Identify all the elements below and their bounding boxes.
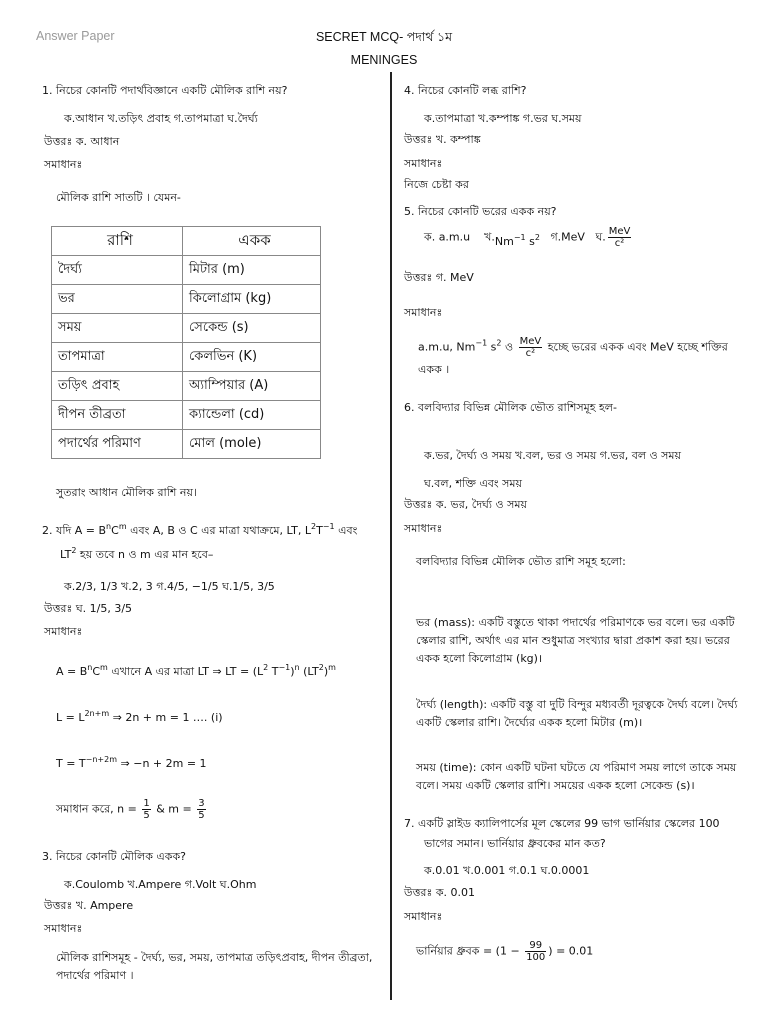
- q5-options: [424, 226, 633, 249]
- q3-answer: উত্তরঃ খ. Ampere: [44, 899, 134, 912]
- table-cell: অ্যাম্পিয়ার (A): [183, 372, 321, 401]
- q5-answer: উত্তরঃ গ. MeV: [404, 271, 474, 284]
- eq-text: ভার্নিয়ার ধ্রুবক = (1 −: [416, 944, 524, 958]
- q2-line1: [42, 522, 357, 541]
- option-c: গ.MeV: [550, 230, 585, 244]
- eq-text: ) = 0.01: [548, 944, 594, 958]
- fraction-den: 100: [526, 952, 546, 963]
- table-cell: সময়: [52, 314, 183, 343]
- eq-exp: n: [294, 663, 300, 672]
- table-cell: পদার্থের পরিমাণ: [52, 430, 183, 459]
- q2-text: এবং: [334, 524, 358, 537]
- table-header-row: [52, 227, 321, 256]
- table-cell: কিলোগ্রাম (kg): [183, 285, 321, 314]
- sol-text: a.m.u, Nm: [418, 340, 476, 354]
- fraction-num: 3: [198, 798, 205, 809]
- q6-options-2: ঘ.বল, শক্তি এবং সময়: [424, 477, 523, 490]
- table-cell: কেলভিন (K): [183, 343, 321, 372]
- q2-answer: উত্তরঃ ঘ. 1/5, 3/5: [44, 602, 133, 615]
- q1-question: 1. নিচের কোনটি পদার্থবিজ্ঞানে একটি মৌলিক রাশি নয়?: [42, 84, 288, 97]
- page-title: SECRET MCQ- পদার্থ ১ম: [315, 30, 453, 44]
- q6-time: সময় (time): কোন একটি ঘটনা ঘটতে যে পরিমাণ সময় লাগে তাকে সময় বলে। সময় একটি স্কেলার রাশি। সময়ের একক হলো সেকেন্ড (s)।: [416, 761, 737, 792]
- q3-solution: মৌলিক রাশিসমূহ - দৈর্ঘ্য, ভর, সময়, তাপমাত্র তড়িৎপ্রবাহ, দীপন তীব্রতা, পদার্থের পরিমাণ ।: [56, 951, 373, 982]
- table-row: [52, 343, 321, 372]
- eq-exp: 2n+m: [84, 709, 110, 718]
- table-header-quantity: রাশি: [52, 227, 183, 256]
- table-row: [52, 372, 321, 401]
- q7-options: ক.0.01 খ.0.001 গ.0.1 ঘ.0.0001: [424, 864, 590, 877]
- q7-line1: 7. একটি স্লাইড ক্যালিপার্সের মূল স্কেলের 99 ভাগ ভার্নিয়ার স্কেলের 100: [404, 817, 720, 830]
- q6-mass: ভর (mass): একটি বস্তুতে থাকা পদার্থের পরিমাণকে ভর বলে। ভর একটি স্কেলার রাশি, অর্থাৎ এর মান শুধুমাত্র সংখ্যার দ্বারা প্রকাশ করা হয়। ভরের একক হলো কিলোগ্রাম (kg)।: [416, 616, 735, 665]
- q3-options: ক.Coulomb খ.Ampere গ.Volt ঘ.Ohm: [64, 878, 257, 891]
- eq-text: T = T: [56, 757, 86, 770]
- eq-text: & m =: [152, 802, 196, 816]
- q7-solution-label: সমাধানঃ: [404, 910, 443, 923]
- sol-text: ও: [501, 340, 517, 354]
- q2-exp: m: [118, 522, 127, 531]
- fraction-num: 1: [143, 798, 150, 809]
- option-b-unit: [494, 232, 540, 248]
- q2-text: C: [111, 524, 119, 537]
- q7-answer: উত্তরঃ ক. 0.01: [404, 886, 476, 899]
- sol-text: s: [487, 340, 497, 354]
- unit-text: Nm: [494, 234, 514, 248]
- fraction: [197, 798, 205, 821]
- table-row: [52, 285, 321, 314]
- table-cell: ক্যান্ডেলা (cd): [183, 401, 321, 430]
- q7-line2: ভাগের সমান। ভার্নিয়ার ধ্রুবকের মান কত?: [424, 837, 606, 850]
- q1-conclusion: সুতরাং আধান মৌলিক রাশি নয়।: [56, 486, 197, 499]
- q1-intro: মৌলিক রাশি সাতটি । যেমন-: [56, 191, 181, 204]
- q2-exp: 2: [310, 522, 317, 531]
- fraction-den: 5: [143, 810, 150, 821]
- q7-equation: [416, 940, 593, 963]
- q2-equation-1: [56, 663, 336, 682]
- q6-length: দৈর্ঘ্য (length): একটি বস্তু বা দুটি বিন্দুর মধ্যবর্তী দূরত্বকে দৈর্ঘ্য বলে। দৈর্ঘ্য একটি স্কেলার রাশি। দৈর্ঘ্যের একক হলো মিটার (m)।: [416, 698, 738, 729]
- unit-text: s: [529, 234, 535, 248]
- q4-question: 4. নিচের কোনটি লব্ধ রাশি?: [404, 84, 527, 97]
- fraction: [525, 940, 546, 963]
- column-divider: [390, 72, 392, 1000]
- q6-intro: বলবিদ্যার বিভিন্ন মৌলিক ভৌত রাশি সমূহ হলো:: [416, 555, 626, 568]
- sol-exp: −1: [475, 338, 488, 348]
- option-d: ঘ.: [595, 230, 606, 244]
- eq-text: সমাধান করে, n =: [56, 802, 141, 816]
- table-cell: তড়িৎ প্রবাহ: [52, 372, 183, 401]
- table-cell: দৈর্ঘ্য: [52, 256, 183, 285]
- eq-text: ⇒ −n + 2m = 1: [117, 757, 207, 770]
- q2-exp: 2: [71, 546, 77, 555]
- q2-text: T: [316, 524, 323, 537]
- q5-solution-cont: একক ।: [418, 363, 450, 376]
- eq-exp: m: [100, 663, 108, 672]
- eq-exp: n: [87, 663, 93, 672]
- q5-solution-label: সমাধানঃ: [404, 306, 443, 319]
- eq-text: ⇒ 2n + m = 1 …. (i): [109, 711, 223, 724]
- option-b: খ.: [484, 230, 495, 244]
- q3-question: 3. নিচের কোনটি মৌলিক একক?: [42, 850, 187, 863]
- q2-text: 2. যদি A = B: [42, 524, 107, 537]
- q4-solution: নিজে চেষ্টা কর: [404, 178, 469, 191]
- eq-exp: −n+2m: [85, 755, 118, 764]
- q3-solution-label: সমাধানঃ: [44, 922, 83, 935]
- eq-text: C: [92, 665, 101, 678]
- table-row: [52, 401, 321, 430]
- q2-text: এবং A, B ও C এর মাত্রা যথাক্রমে, LT, L: [126, 524, 311, 537]
- q6-question: 6. বলবিদ্যার বিভিন্ন মৌলিক ভৌত রাশিসমূহ হল-: [404, 401, 617, 414]
- q1-solution-label: সমাধানঃ: [44, 158, 83, 171]
- q6-solution-label: সমাধানঃ: [404, 522, 443, 535]
- q2-options: ক.2/3, 1/3 খ.2, 3 গ.4/5, −1/5 ঘ.1/5, 3/5: [64, 580, 275, 593]
- fraction-den: c²: [525, 348, 536, 359]
- table-cell: ভর: [52, 285, 183, 314]
- q2-line2: [60, 546, 213, 565]
- q4-options: ক.তাপমাত্রা খ.কম্পাঙ্ক গ.ভর ঘ.সময়: [424, 112, 582, 125]
- fraction: [519, 336, 543, 359]
- fraction-num: MeV: [519, 336, 542, 347]
- table-cell: তাপমাত্রা: [52, 343, 183, 372]
- table-cell: সেকেন্ড (s): [183, 314, 321, 343]
- q2-solution-label: সমাধানঃ: [44, 625, 83, 638]
- unit-exp: −1: [513, 232, 526, 242]
- sol-text: হচ্ছে ভরের একক এবং MeV হচ্ছে শক্তির: [544, 340, 728, 354]
- q2-exp: −1: [322, 522, 335, 531]
- eq-text: এখানে A এর মাত্রা LT ⇒ LT = (L: [107, 665, 264, 678]
- table-row: [52, 256, 321, 285]
- fraction-num: MeV: [608, 226, 631, 237]
- eq-text: T: [268, 665, 279, 678]
- eq-exp: −1: [278, 663, 291, 672]
- page-subtitle: MENINGES: [350, 53, 418, 67]
- q1-answer: উত্তরঃ ক. আধান: [44, 135, 120, 148]
- eq-text: ): [290, 665, 295, 678]
- q5-solution: [418, 336, 728, 359]
- q2-equation-3: [56, 757, 207, 770]
- q1-options: ক.আধান খ.তড়িৎ প্রবাহ গ.তাপমাত্রা ঘ.দৈর্ঘ্য: [64, 112, 258, 125]
- eq-text: A = B: [56, 665, 88, 678]
- q6-options-1: ক.ভর, দৈর্ঘ্য ও সময় খ.বল, ভর ও সময় গ.ভর, বল ও সময়: [424, 449, 682, 462]
- unit-exp: 2: [534, 232, 540, 242]
- fundamental-quantities-table: [51, 226, 321, 459]
- q4-answer: উত্তরঃ খ. কম্পাঙ্ক: [404, 133, 481, 146]
- eq-exp: m: [328, 663, 336, 672]
- answer-paper-label: Answer Paper: [36, 29, 115, 43]
- table-cell: মোল (mole): [183, 430, 321, 459]
- eq-exp: 2: [263, 663, 269, 672]
- q2-equation-2: [56, 711, 223, 724]
- fraction: [608, 226, 632, 249]
- table-row: [52, 314, 321, 343]
- fraction-den: 5: [198, 810, 205, 821]
- fraction: [142, 798, 150, 821]
- fraction-num: 99: [525, 940, 546, 952]
- eq-text: (LT: [299, 665, 319, 678]
- table-cell: মিটার (m): [183, 256, 321, 285]
- sol-exp: 2: [496, 338, 502, 348]
- eq-text: L = L: [56, 711, 85, 724]
- q5-question: 5. নিচের কোনটি ভরের একক নয়?: [404, 205, 557, 218]
- fraction-den: c²: [614, 238, 625, 249]
- q4-solution-label: সমাধানঃ: [404, 157, 443, 170]
- option-a: ক. a.m.u: [424, 230, 471, 244]
- q2-text: হয় তবে n ও m এর মান হবে–: [76, 548, 214, 561]
- table-header-unit: একক: [183, 227, 321, 256]
- eq-text: ): [323, 665, 329, 678]
- q2-text: LT: [60, 548, 72, 561]
- q6-answer: উত্তরঃ ক. ভর, দৈর্ঘ্য ও সময়: [404, 498, 527, 511]
- table-cell: দীপন তীব্রতা: [52, 401, 183, 430]
- table-row: [52, 430, 321, 459]
- eq-exp: 2: [318, 663, 324, 672]
- q2-exp: n: [106, 522, 112, 531]
- q2-equation-4: [56, 798, 208, 821]
